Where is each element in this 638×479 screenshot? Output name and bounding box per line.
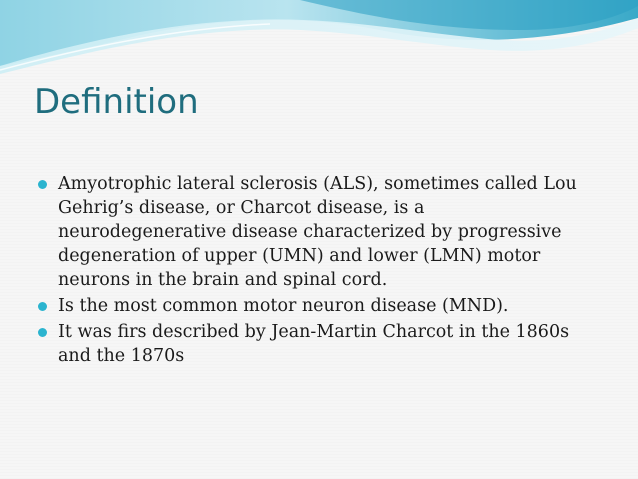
slide-title: Definition [34,82,199,122]
bullet-list [38,172,598,370]
bullet-dot-icon [38,180,47,189]
bullet-dot-icon [38,302,47,311]
bullet-item-most-common [38,294,598,318]
decorative-wave-header [0,0,638,80]
bullet-item-history [38,320,598,368]
bullet-text: Amyotrophic lateral sclerosis (ALS), sometimes called Lou Gehrig’s disease, or Charcot disease, is a neurodegenerative disease characterized by progressive degeneration of upper (UMN) and lower (LMN) motor neurons in the brain and spinal cord. [58,174,577,290]
bullet-item-definition [38,172,598,292]
bullet-text: It was firs described by Jean-Martin Charcot in the 1860s and the 1870s [58,322,570,366]
bullet-dot-icon [38,328,47,337]
bullet-text: Is the most common motor neuron disease (MND). [58,296,509,316]
